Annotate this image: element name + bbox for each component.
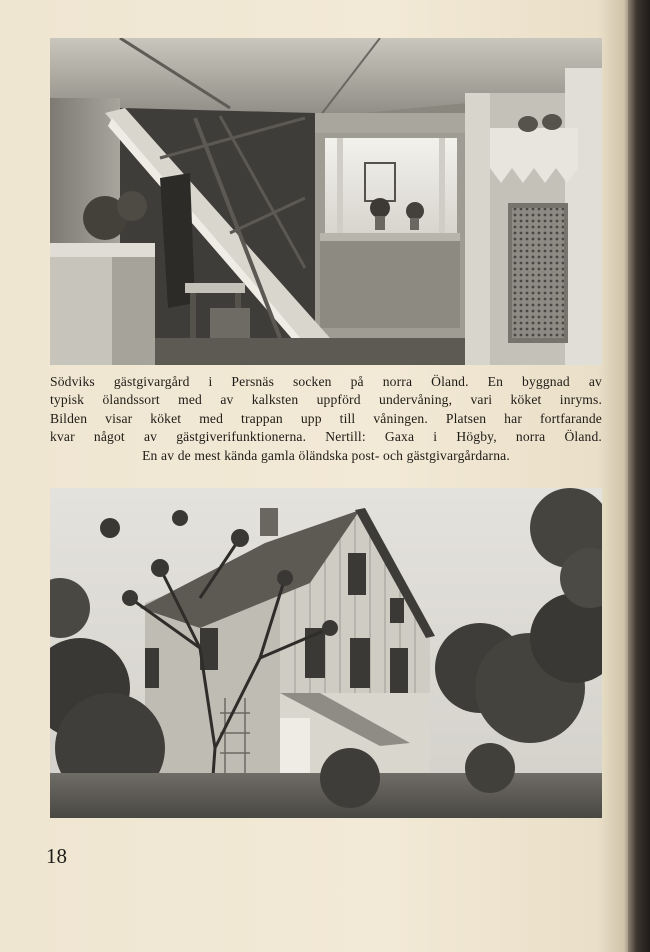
book-spine xyxy=(628,0,650,952)
kitchen-interior-photo xyxy=(50,38,602,365)
caption-line: Södviks gästgivargård i Persnäs socken på norra Öland. En byggnad av xyxy=(50,374,602,389)
caption-line: Bilden visar köket med trappan upp till våningen. Platsen har fortfarande xyxy=(50,410,602,426)
gaxa-house-photo xyxy=(50,488,602,818)
caption-line: En av de mest kända gamla öländska post- och gästgivargårdarna. xyxy=(142,447,510,463)
caption-line: kvar något av gästgiverifunktionerna. Nertill: Gaxa i Högby, norra Öland. xyxy=(50,429,602,445)
photo-caption xyxy=(50,373,602,465)
page-number: 18 xyxy=(46,844,67,868)
caption-line: typisk ölandssort med av kalksten uppförd undervåning, vari köket inryms. xyxy=(50,392,602,408)
